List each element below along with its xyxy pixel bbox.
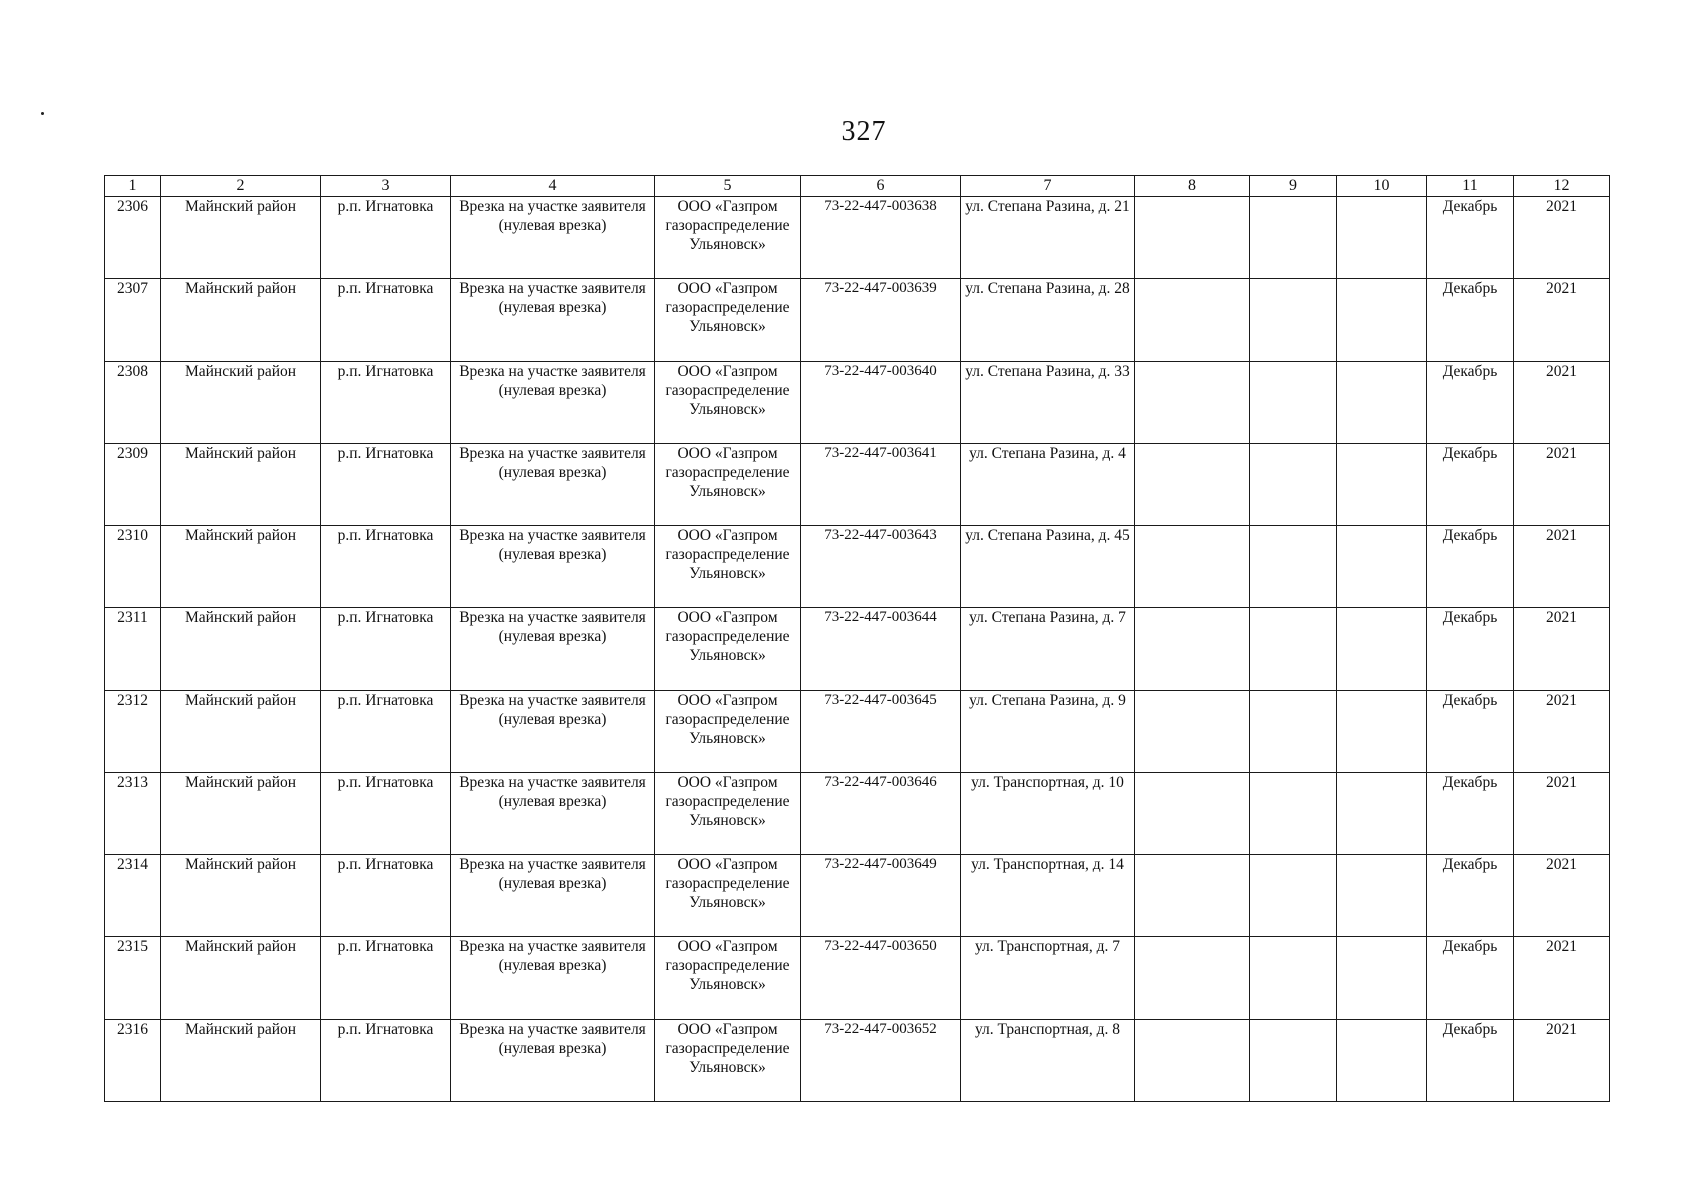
district-cell: Майнский район	[161, 279, 321, 361]
column-9-cell	[1250, 855, 1337, 937]
column-10-cell	[1337, 361, 1427, 443]
work-type-cell: Врезка на участке заявителя (нулевая врезка)	[451, 937, 655, 1019]
work-type-cell: Врезка на участке заявителя (нулевая врезка)	[451, 608, 655, 690]
object-code-cell: 73-22-447-003638	[801, 197, 961, 279]
work-type-cell: Врезка на участке заявителя (нулевая врезка)	[451, 197, 655, 279]
object-code-cell: 73-22-447-003649	[801, 855, 961, 937]
column-number-6: 6	[801, 176, 961, 197]
organization-cell: ООО «Газпром газораспределение Ульяновск»	[655, 1019, 801, 1101]
column-10-cell	[1337, 1019, 1427, 1101]
row-number: 2306	[105, 197, 161, 279]
year-cell: 2021	[1514, 279, 1610, 361]
month-cell: Декабрь	[1427, 197, 1514, 279]
month-cell: Декабрь	[1427, 690, 1514, 772]
address-cell: ул. Транспортная, д. 8	[961, 1019, 1135, 1101]
organization-cell: ООО «Газпром газораспределение Ульяновск»	[655, 937, 801, 1019]
district-cell: Майнский район	[161, 608, 321, 690]
column-number-row	[105, 176, 1610, 197]
register-table	[104, 175, 1610, 1102]
row-number: 2311	[105, 608, 161, 690]
settlement-cell: р.п. Игнатовка	[321, 443, 451, 525]
column-number-12: 12	[1514, 176, 1610, 197]
object-code-cell: 73-22-447-003644	[801, 608, 961, 690]
district-cell: Майнский район	[161, 937, 321, 1019]
column-number-8: 8	[1135, 176, 1250, 197]
row-number: 2316	[105, 1019, 161, 1101]
month-cell: Декабрь	[1427, 608, 1514, 690]
table-row	[105, 937, 1610, 1019]
table-row	[105, 197, 1610, 279]
settlement-cell: р.п. Игнатовка	[321, 361, 451, 443]
column-8-cell	[1135, 855, 1250, 937]
table-row	[105, 279, 1610, 361]
column-9-cell	[1250, 279, 1337, 361]
organization-cell: ООО «Газпром газораспределение Ульяновск»	[655, 526, 801, 608]
column-9-cell	[1250, 526, 1337, 608]
object-code-cell: 73-22-447-003640	[801, 361, 961, 443]
object-code-cell: 73-22-447-003646	[801, 772, 961, 854]
address-cell: ул. Степана Разина, д. 7	[961, 608, 1135, 690]
column-number-11: 11	[1427, 176, 1514, 197]
column-8-cell	[1135, 197, 1250, 279]
column-9-cell	[1250, 361, 1337, 443]
row-number: 2314	[105, 855, 161, 937]
column-10-cell	[1337, 279, 1427, 361]
settlement-cell: р.п. Игнатовка	[321, 937, 451, 1019]
row-number: 2309	[105, 443, 161, 525]
table-row	[105, 690, 1610, 772]
column-10-cell	[1337, 772, 1427, 854]
column-9-cell	[1250, 772, 1337, 854]
object-code-cell: 73-22-447-003645	[801, 690, 961, 772]
object-code-cell: 73-22-447-003652	[801, 1019, 961, 1101]
month-cell: Декабрь	[1427, 855, 1514, 937]
district-cell: Майнский район	[161, 361, 321, 443]
column-9-cell	[1250, 197, 1337, 279]
row-number: 2312	[105, 690, 161, 772]
column-number-10: 10	[1337, 176, 1427, 197]
row-number: 2315	[105, 937, 161, 1019]
table-body	[105, 197, 1610, 1102]
year-cell: 2021	[1514, 526, 1610, 608]
organization-cell: ООО «Газпром газораспределение Ульяновск»	[655, 690, 801, 772]
object-code-cell: 73-22-447-003641	[801, 443, 961, 525]
column-10-cell	[1337, 855, 1427, 937]
table-row	[105, 443, 1610, 525]
column-number-1: 1	[105, 176, 161, 197]
column-9-cell	[1250, 608, 1337, 690]
address-cell: ул. Степана Разина, д. 4	[961, 443, 1135, 525]
settlement-cell: р.п. Игнатовка	[321, 279, 451, 361]
year-cell: 2021	[1514, 937, 1610, 1019]
settlement-cell: р.п. Игнатовка	[321, 197, 451, 279]
month-cell: Декабрь	[1427, 279, 1514, 361]
month-cell: Декабрь	[1427, 443, 1514, 525]
table-row	[105, 526, 1610, 608]
organization-cell: ООО «Газпром газораспределение Ульяновск»	[655, 361, 801, 443]
row-number: 2308	[105, 361, 161, 443]
address-cell: ул. Транспортная, д. 14	[961, 855, 1135, 937]
column-10-cell	[1337, 690, 1427, 772]
column-number-5: 5	[655, 176, 801, 197]
scan-speck	[41, 112, 44, 115]
table-row	[105, 608, 1610, 690]
column-8-cell	[1135, 361, 1250, 443]
address-cell: ул. Степана Разина, д. 21	[961, 197, 1135, 279]
address-cell: ул. Транспортная, д. 7	[961, 937, 1135, 1019]
column-number-4: 4	[451, 176, 655, 197]
district-cell: Майнский район	[161, 855, 321, 937]
district-cell: Майнский район	[161, 197, 321, 279]
column-10-cell	[1337, 937, 1427, 1019]
column-8-cell	[1135, 690, 1250, 772]
year-cell: 2021	[1514, 772, 1610, 854]
district-cell: Майнский район	[161, 526, 321, 608]
column-9-cell	[1250, 443, 1337, 525]
year-cell: 2021	[1514, 855, 1610, 937]
column-8-cell	[1135, 937, 1250, 1019]
table-row	[105, 855, 1610, 937]
column-10-cell	[1337, 526, 1427, 608]
column-number-9: 9	[1250, 176, 1337, 197]
work-type-cell: Врезка на участке заявителя (нулевая врезка)	[451, 1019, 655, 1101]
organization-cell: ООО «Газпром газораспределение Ульяновск»	[655, 772, 801, 854]
work-type-cell: Врезка на участке заявителя (нулевая врезка)	[451, 772, 655, 854]
address-cell: ул. Степана Разина, д. 28	[961, 279, 1135, 361]
year-cell: 2021	[1514, 197, 1610, 279]
organization-cell: ООО «Газпром газораспределение Ульяновск»	[655, 855, 801, 937]
address-cell: ул. Степана Разина, д. 45	[961, 526, 1135, 608]
object-code-cell: 73-22-447-003650	[801, 937, 961, 1019]
table-row	[105, 772, 1610, 854]
column-8-cell	[1135, 443, 1250, 525]
column-8-cell	[1135, 1019, 1250, 1101]
year-cell: 2021	[1514, 443, 1610, 525]
settlement-cell: р.п. Игнатовка	[321, 608, 451, 690]
column-8-cell	[1135, 279, 1250, 361]
row-number: 2310	[105, 526, 161, 608]
column-number-7: 7	[961, 176, 1135, 197]
row-number: 2313	[105, 772, 161, 854]
month-cell: Декабрь	[1427, 937, 1514, 1019]
work-type-cell: Врезка на участке заявителя (нулевая врезка)	[451, 855, 655, 937]
month-cell: Декабрь	[1427, 1019, 1514, 1101]
column-10-cell	[1337, 608, 1427, 690]
month-cell: Декабрь	[1427, 772, 1514, 854]
year-cell: 2021	[1514, 1019, 1610, 1101]
organization-cell: ООО «Газпром газораспределение Ульяновск»	[655, 279, 801, 361]
organization-cell: ООО «Газпром газораспределение Ульяновск»	[655, 443, 801, 525]
settlement-cell: р.п. Игнатовка	[321, 855, 451, 937]
address-cell: ул. Степана Разина, д. 9	[961, 690, 1135, 772]
work-type-cell: Врезка на участке заявителя (нулевая врезка)	[451, 526, 655, 608]
year-cell: 2021	[1514, 690, 1610, 772]
work-type-cell: Врезка на участке заявителя (нулевая врезка)	[451, 361, 655, 443]
district-cell: Майнский район	[161, 443, 321, 525]
month-cell: Декабрь	[1427, 526, 1514, 608]
column-8-cell	[1135, 526, 1250, 608]
column-9-cell	[1250, 1019, 1337, 1101]
settlement-cell: р.п. Игнатовка	[321, 690, 451, 772]
year-cell: 2021	[1514, 361, 1610, 443]
settlement-cell: р.п. Игнатовка	[321, 772, 451, 854]
column-number-2: 2	[161, 176, 321, 197]
column-number-3: 3	[321, 176, 451, 197]
settlement-cell: р.п. Игнатовка	[321, 1019, 451, 1101]
district-cell: Майнский район	[161, 1019, 321, 1101]
work-type-cell: Врезка на участке заявителя (нулевая врезка)	[451, 443, 655, 525]
column-9-cell	[1250, 937, 1337, 1019]
column-8-cell	[1135, 772, 1250, 854]
table-row	[105, 361, 1610, 443]
object-code-cell: 73-22-447-003639	[801, 279, 961, 361]
table-row	[105, 1019, 1610, 1101]
work-type-cell: Врезка на участке заявителя (нулевая врезка)	[451, 279, 655, 361]
work-type-cell: Врезка на участке заявителя (нулевая врезка)	[451, 690, 655, 772]
address-cell: ул. Степана Разина, д. 33	[961, 361, 1135, 443]
settlement-cell: р.п. Игнатовка	[321, 526, 451, 608]
column-9-cell	[1250, 690, 1337, 772]
year-cell: 2021	[1514, 608, 1610, 690]
address-cell: ул. Транспортная, д. 10	[961, 772, 1135, 854]
organization-cell: ООО «Газпром газораспределение Ульяновск»	[655, 608, 801, 690]
column-8-cell	[1135, 608, 1250, 690]
district-cell: Майнский район	[161, 690, 321, 772]
object-code-cell: 73-22-447-003643	[801, 526, 961, 608]
column-10-cell	[1337, 197, 1427, 279]
row-number: 2307	[105, 279, 161, 361]
page-number: 327	[841, 116, 887, 147]
column-10-cell	[1337, 443, 1427, 525]
district-cell: Майнский район	[161, 772, 321, 854]
month-cell: Декабрь	[1427, 361, 1514, 443]
organization-cell: ООО «Газпром газораспределение Ульяновск»	[655, 197, 801, 279]
